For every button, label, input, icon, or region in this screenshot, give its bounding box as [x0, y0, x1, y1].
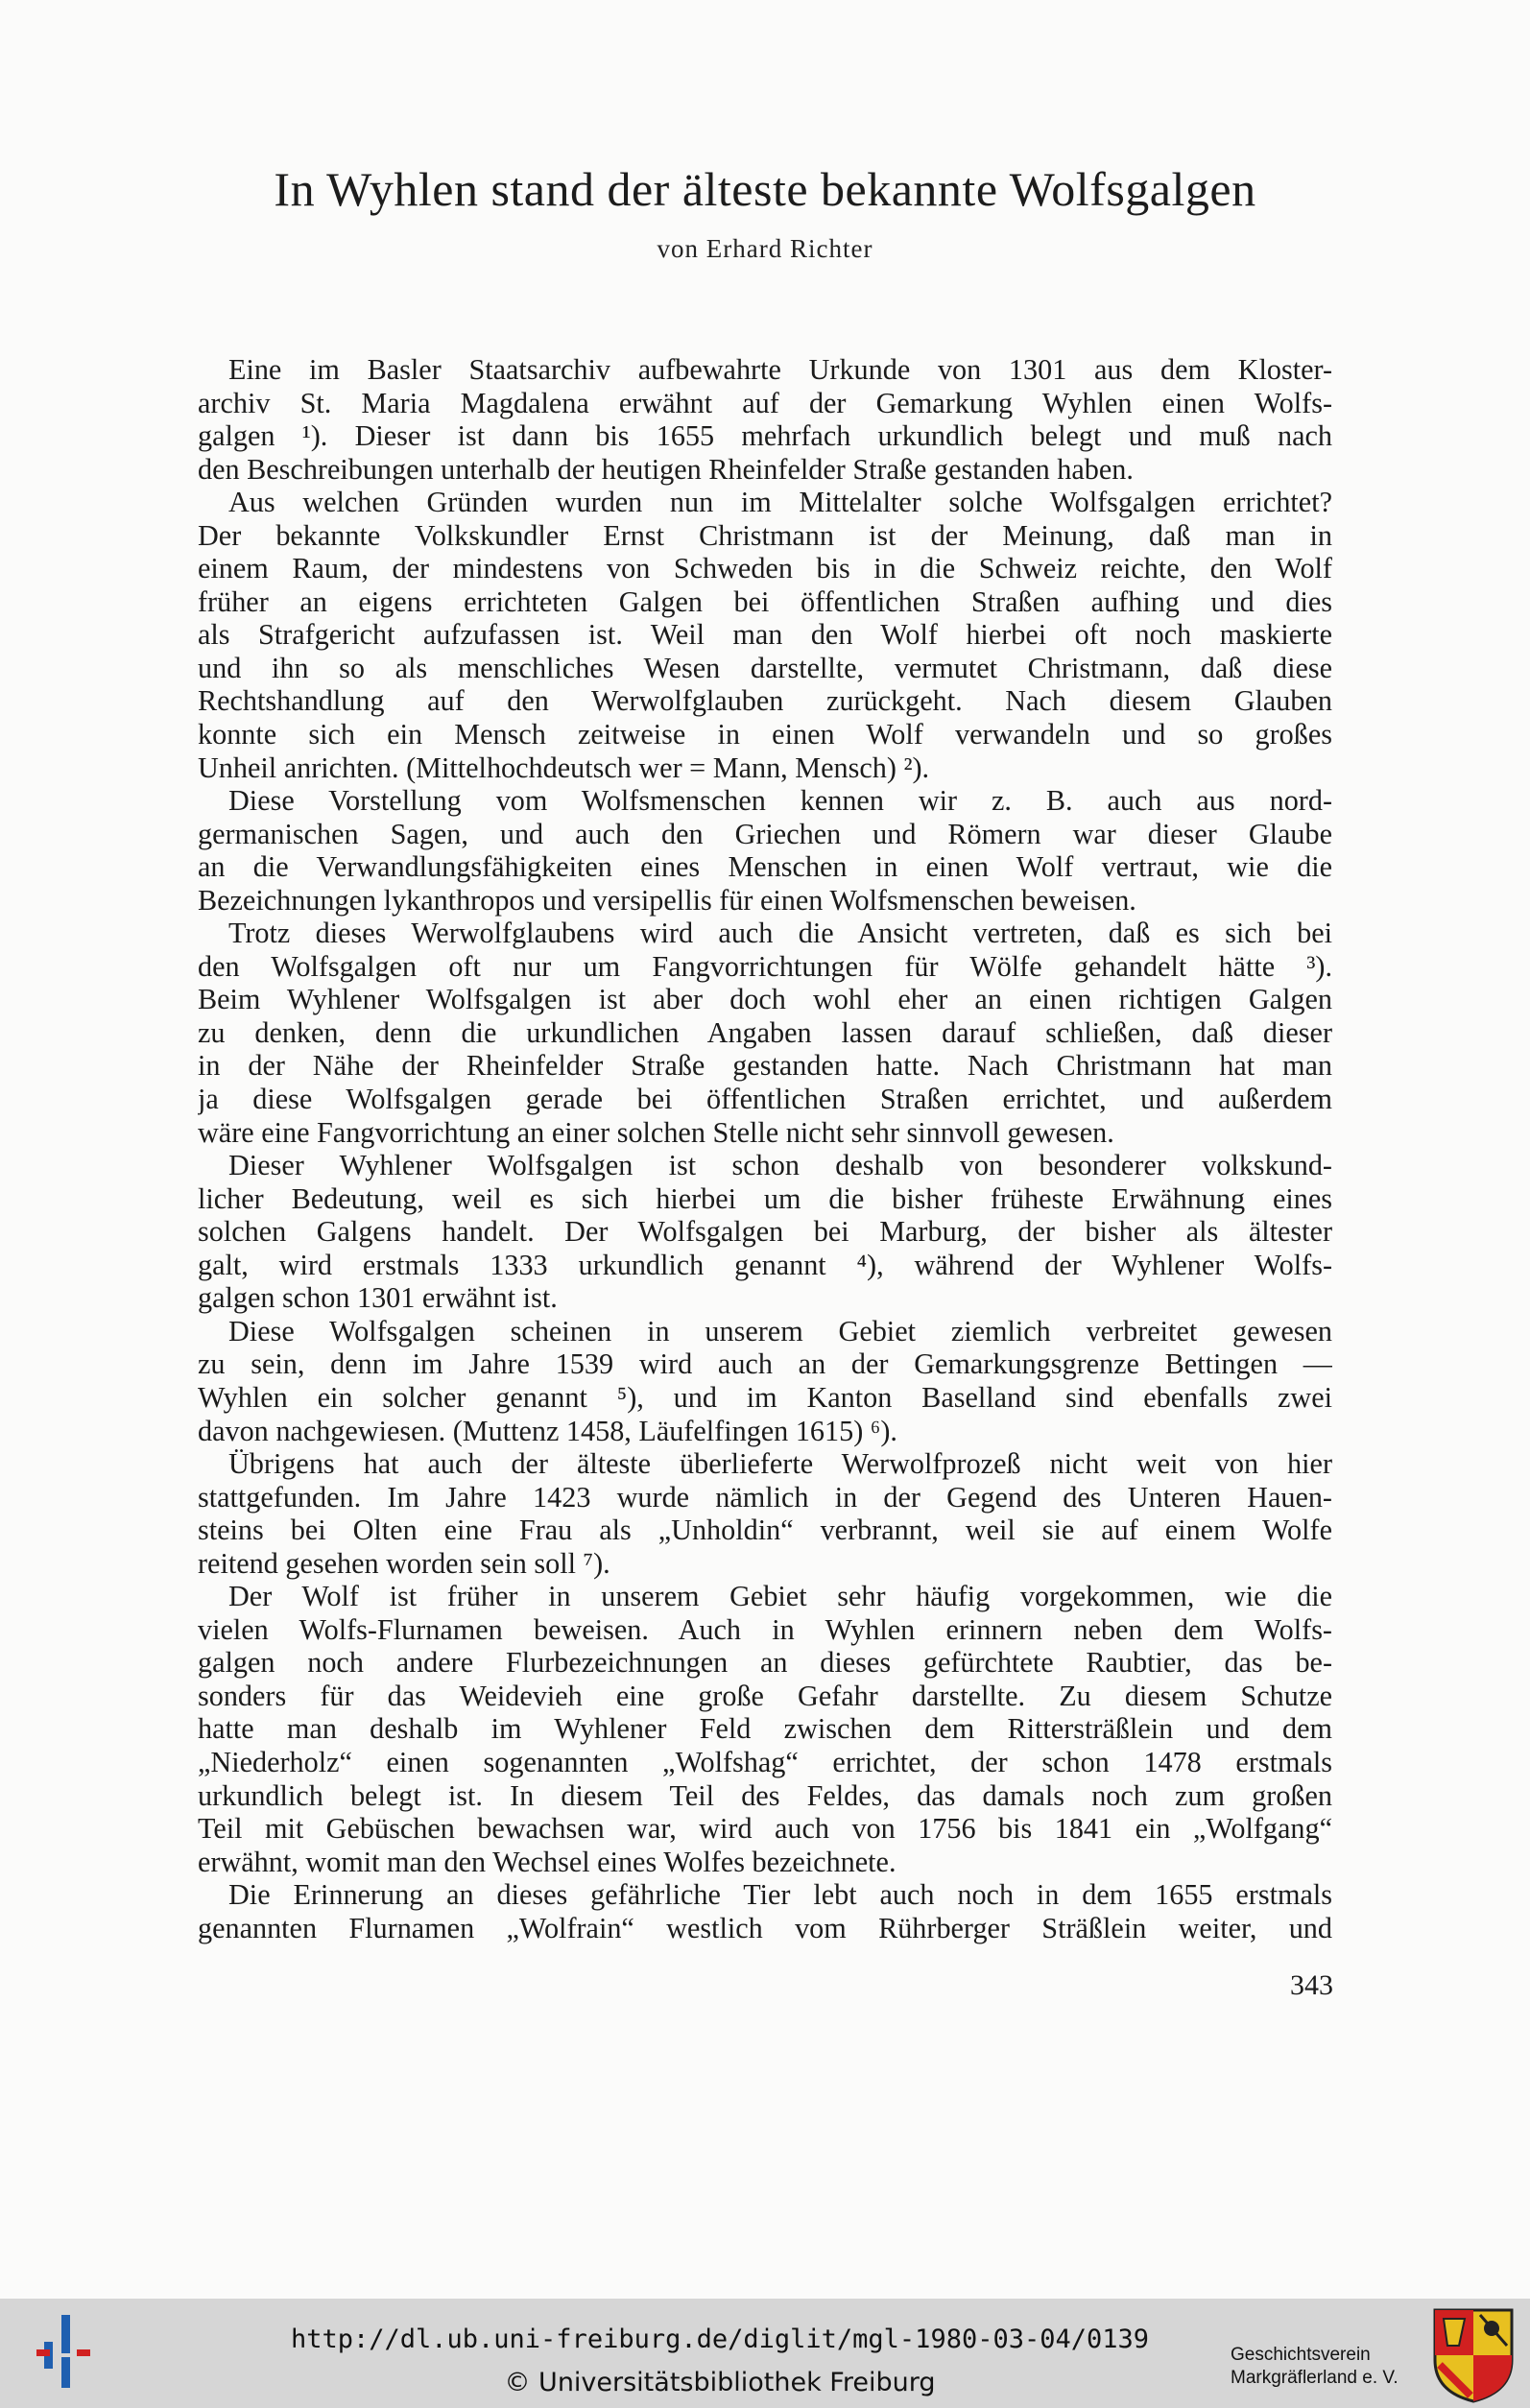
text-line: wäre eine Fangvorrichtung an einer solchen Stelle nicht sehr sinnvoll gewesen. — [198, 1115, 1114, 1149]
text-line: genannten Flurnamen „Wolfrain“ westlich vom Rührberger Sträßlein weiter, und — [198, 1911, 1332, 1944]
text-line: „Niederholz“ einen sogenannten „Wolfshag“ errichtet, der schon 1478 erstmals — [198, 1745, 1332, 1778]
text-line: Wyhlen ein solcher genannt ⁵), und im Kanton Baselland sind ebenfalls zwei — [198, 1380, 1332, 1414]
text-line: galt, wird erstmals 1333 urkundlich genannt ⁴), während der Wyhlener Wolfs- — [198, 1248, 1332, 1281]
text-line: konnte sich ein Mensch zeitweise in einen Wolf verwandeln und so großes — [198, 718, 1332, 751]
text-line: erwähnt, womit man den Wechsel eines Wolfes bezeichnete. — [198, 1845, 896, 1878]
text-line: germanischen Sagen, und auch den Griechen und Römern war dieser Glaube — [198, 817, 1332, 850]
text-line: Rechtshandlung auf den Werwolfglauben zurückgeht. Nach diesem Glauben — [198, 684, 1332, 718]
text-line: in der Nähe der Rheinfelder Straße gestanden hatte. Nach Christmann hat man — [198, 1049, 1332, 1083]
text-line: urkundlich belegt ist. In diesem Teil des Feldes, das damals noch zum großen — [198, 1778, 1332, 1812]
society-name — [1231, 2344, 1451, 2390]
text-line: Dieser Wyhlener Wolfsgalgen ist schon deshalb von besonderer volkskund- — [228, 1149, 1332, 1182]
text-line: galgen ¹). Dieser ist dann bis 1655 mehrfach urkundlich belegt und muß nach — [198, 419, 1332, 453]
text-line: als Strafgericht aufzufassen ist. Weil man den Wolf hierbei oft noch maskierte — [198, 618, 1332, 652]
text-line: galgen schon 1301 erwähnt ist. — [198, 1281, 558, 1315]
page-number: 343 — [1290, 1969, 1333, 2001]
text-line: Der Wolf ist früher in unserem Gebiet sehr häufig vorgekommen, wie die — [228, 1580, 1332, 1613]
text-line: den Wolfsgalgen oft nur um Fangvorrichtungen für Wölfe gehandelt hätte ³). — [198, 949, 1332, 983]
text-line: Unheil anrichten. (Mittelhochdeutsch wer = Mann, Mensch) ²). — [198, 751, 930, 784]
text-line: einem Raum, der mindestens von Schweden bis in die Schweiz reichte, den Wolf — [198, 552, 1332, 585]
text-line: sonders für das Weidevieh eine große Gefahr darstellte. Zu diesem Schutze — [198, 1679, 1332, 1712]
text-line: galgen noch andere Flurbezeichnungen an dieses gefürchtete Raubtier, das be- — [198, 1646, 1332, 1680]
text-line: an die Verwandlungsfähigkeiten eines Menschen in einen Wolf vertraut, wie die — [198, 850, 1332, 884]
text-line: zu sein, denn im Jahre 1539 wird auch an der Gemarkungsgrenze Bettingen — — [198, 1347, 1332, 1381]
text-line: stattgefunden. Im Jahre 1423 wurde nämlich in der Gegend des Unteren Hauen- — [198, 1480, 1332, 1514]
text-line: Diese Vorstellung vom Wolfsmenschen kennen wir z. B. auch aus nord- — [228, 784, 1332, 818]
coat-of-arms-icon — [1432, 2307, 1515, 2403]
text-line: Trotz dieses Werwolfglaubens wird auch die Ansicht vertreten, daß es sich bei — [228, 917, 1332, 950]
article-body — [198, 353, 1332, 1944]
text-line: und ihn so als menschliches Wesen darstellte, vermutet Christmann, daß diese — [198, 651, 1332, 684]
text-line: Der bekannte Volkskundler Ernst Christmann ist der Meinung, daß man in — [198, 518, 1332, 552]
text-line: archiv St. Maria Magdalena erwähnt auf der Gemarkung Wyhlen einen Wolfs- — [198, 386, 1332, 419]
article-title: In Wyhlen stand der älteste bekannte Wolfsgalgen — [274, 162, 1256, 216]
document-url-link[interactable]: http://dl.ub.uni-freiburg.de/diglit/mgl-1980-03-04/0139 — [290, 2325, 1150, 2354]
text-line: zu denken, denn die urkundlichen Angaben lassen darauf schließen, daß dieser — [198, 1015, 1332, 1049]
text-line: früher an eigens errichteten Galgen bei öffentlichen Straßen aufhing und dies — [198, 584, 1332, 618]
text-line: reitend gesehen worden sein soll ⁷). — [198, 1546, 610, 1580]
text-line: Aus welchen Gründen wurden nun im Mittelalter solche Wolfsgalgen errichtet? — [228, 486, 1332, 519]
text-line: steins bei Olten eine Frau als „Unholdin“ verbrannt, weil sie auf einem Wolfe — [198, 1514, 1332, 1547]
text-line: Teil mit Gebüschen bewachsen war, wird auch von 1756 bis 1841 ein „Wolfgang“ — [198, 1812, 1332, 1846]
text-line: solchen Galgens handelt. Der Wolfsgalgen bei Marburg, der bisher als ältester — [198, 1215, 1332, 1249]
text-line: Diese Wolfsgalgen scheinen in unserem Gebiet ziemlich verbreitet gewesen — [228, 1314, 1332, 1347]
article-author: von Erhard Richter — [657, 234, 873, 263]
copyright-notice: © Universitätsbibliothek Freiburg — [504, 2368, 936, 2397]
text-line: ja diese Wolfsgalgen gerade bei öffentlichen Straßen errichtet, und außerdem — [198, 1083, 1332, 1116]
text-line: Bezeichnungen lykanthropos und versipellis für einen Wolfsmenschen beweisen. — [198, 883, 1136, 917]
ub-freiburg-logo-icon — [36, 2313, 98, 2390]
text-line: Übrigens hat auch der älteste überlieferte Werwolfprozeß nicht weit von hier — [228, 1447, 1332, 1481]
society-name-line2: Markgräflerland e. V. — [1231, 2368, 1399, 2388]
text-line: licher Bedeutung, weil es sich hierbei um die bisher früheste Erwähnung eines — [198, 1181, 1332, 1215]
text-line: Beim Wyhlener Wolfsgalgen ist aber doch wohl eher an einen richtigen Galgen — [198, 983, 1332, 1016]
text-line: vielen Wolfs-Flurnamen beweisen. Auch in Wyhlen erinnern neben dem Wolfs- — [198, 1612, 1332, 1646]
text-line: Eine im Basler Staatsarchiv aufbewahrte Urkunde von 1301 aus dem Kloster- — [228, 353, 1332, 386]
society-name-line1: Geschichtsverein — [1231, 2345, 1371, 2365]
text-line: davon nachgewiesen. (Muttenz 1458, Läufelfingen 1615) ⁶). — [198, 1414, 897, 1447]
text-line: Die Erinnerung an dieses gefährliche Tier lebt auch noch in dem 1655 erstmals — [228, 1878, 1332, 1912]
text-line: den Beschreibungen unterhalb der heutigen Rheinfelder Straße gestanden haben. — [198, 452, 1134, 486]
text-line: hatte man deshalb im Wyhlener Feld zwischen dem Rittersträßlein und dem — [198, 1712, 1332, 1746]
